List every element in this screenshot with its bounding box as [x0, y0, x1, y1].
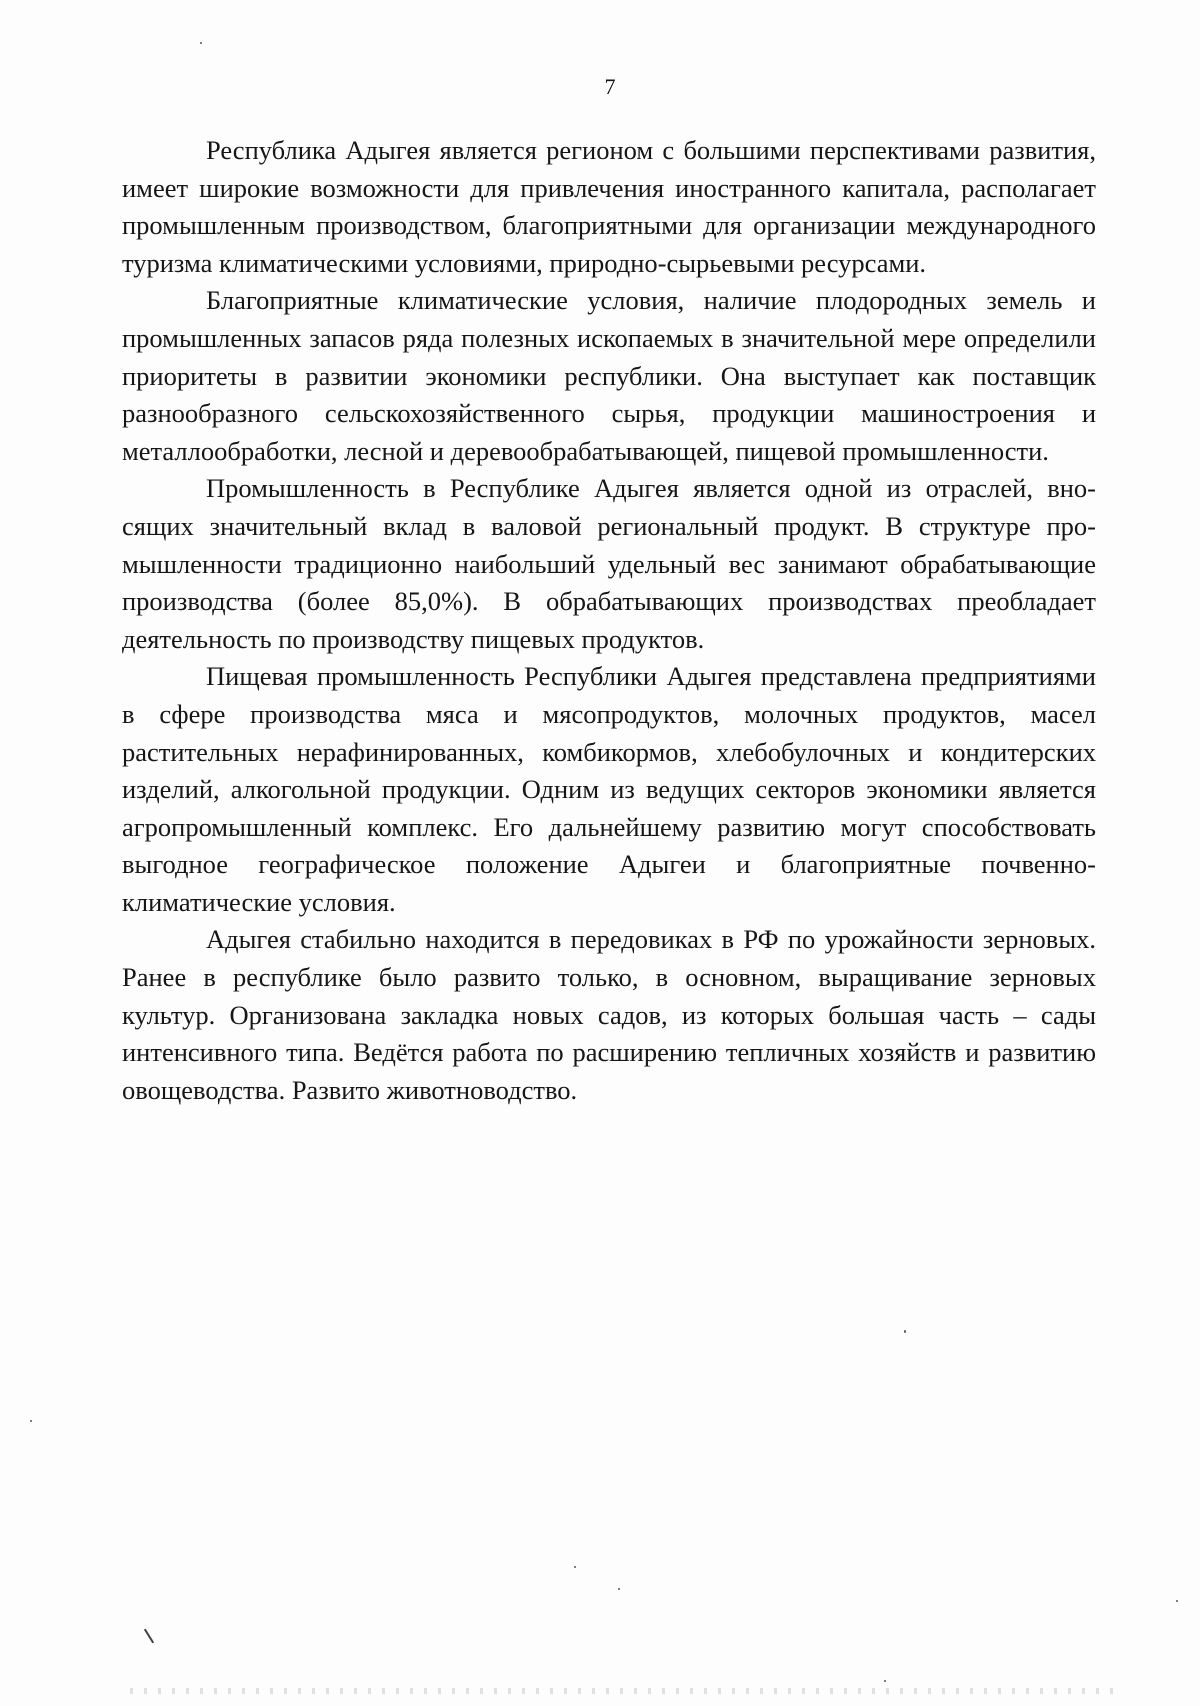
scan-speck: [1176, 1600, 1178, 1602]
paragraph-economic-priorities: Благоприятные климатические условия, наличие плодородных земель и промышленных запасов ряда полезных ископаемых в значительной мере определили приоритеты в развитии экономики республики. Она выступает как поставщик разнообразного сельскохозяйственного сырья, продукции машиностроения и металлообработки, лесной и деревообрабатывающей, пищевой промышленности.: [122, 285, 1096, 466]
paragraph-food-industry: Пищевая промышленность Республики Адыгея представлена предприятиями в сфере производства мяса и мясопродуктов, молочных продуктов, масел растительных нерафинированных, комбикормов, хлебобулочных и кондитерских изделий, алкогольной продукции. Одним из ведущих секторов экономики является агропромышленный комплекс. Его дальнейшему развитию могут способствовать выгодное географическое положение Адыгеи и благоприятные почвенно-климатические условия.: [122, 661, 1096, 917]
paragraph-industry: Промышленность в Республике Адыгея является одной из отраслей, вносящих значительный вклад в валовой региональный продукт. В структуре промышленности традиционно наибольший удельный вес занимают обрабатывающие производства (более 85,0%). В обрабатывающих производствах преобладает деятельность по производству пищевых продуктов.: [122, 473, 1096, 654]
scan-speck: [884, 1680, 886, 1682]
scan-mark: [144, 1629, 154, 1644]
paragraph-agriculture: Адыгея стабильно находится в передовиках в РФ по урожайности зерновых. Ранее в республике было развито только, в основном, выращивание зерновых культур. Организована закладка новых садов, из которых большая часть – сады интенсивного типа. Ведётся работа по расширению тепличных хозяйств и развитию овощеводства. Развито животноводство.: [122, 924, 1096, 1105]
scan-speck: [30, 1420, 32, 1422]
scan-speck: [200, 42, 202, 44]
scan-speck: [574, 1566, 576, 1568]
page-number: 7: [604, 74, 616, 99]
scan-speck: [618, 1588, 620, 1590]
document-body: [122, 132, 1096, 1109]
scan-edge-noise: [130, 1688, 1120, 1694]
paragraph-adygea-prospects: Республика Адыгея является регионом с большими перспективами развития, имеет широкие возможности для привлечения иностранного капитала, располагает промышленным производством, благоприятными для организации международного туризма климатическими условиями, природно-сырьевыми ресурсами.: [122, 135, 1096, 278]
scan-speck: [904, 1330, 906, 1333]
